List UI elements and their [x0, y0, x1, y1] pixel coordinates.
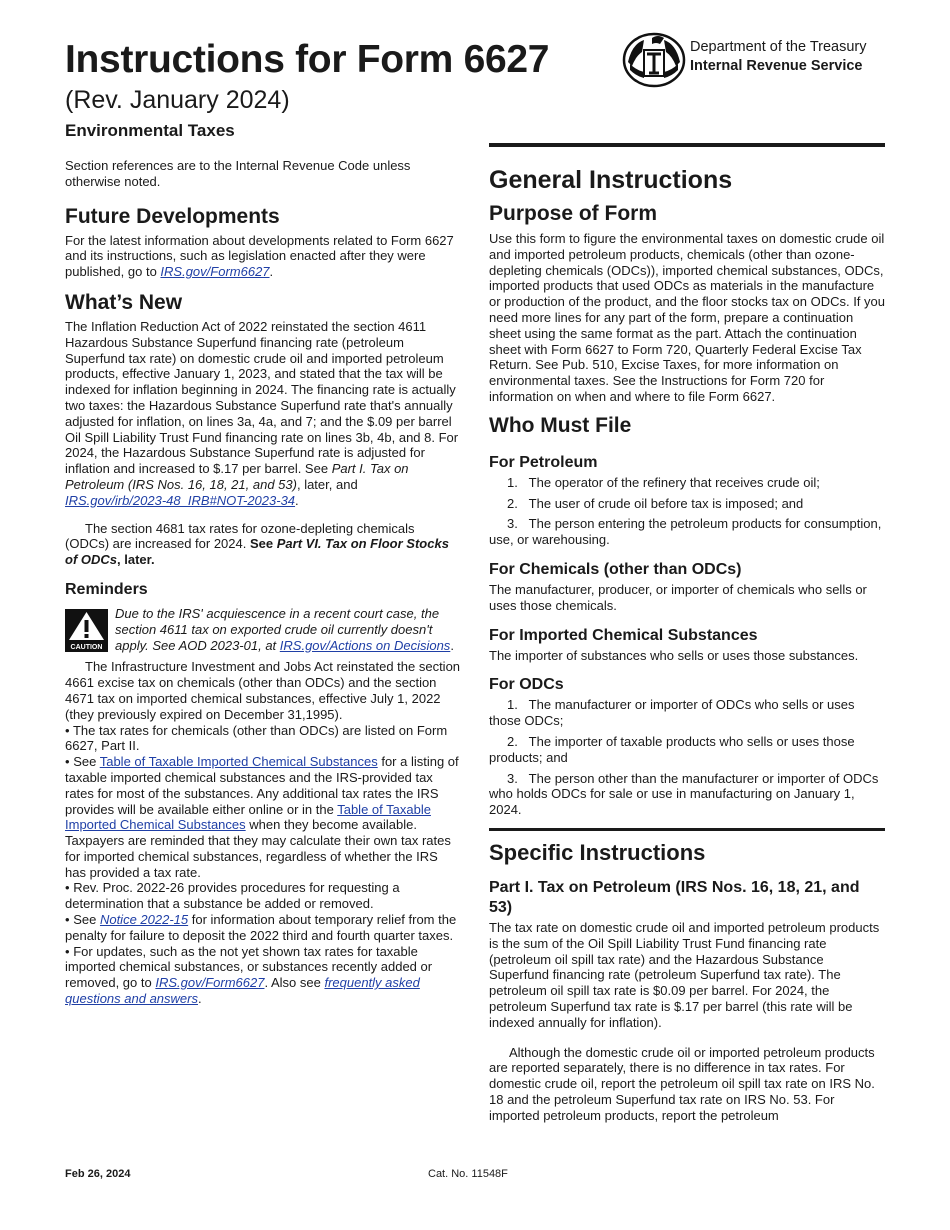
- part6-reference: Part VI. Tax on Floor Stocks of ODCs: [65, 536, 449, 568]
- specific-instructions-heading: Specific Instructions: [489, 839, 706, 865]
- odcs-list: [489, 697, 885, 818]
- part1-heading: Part I. Tax on Petroleum (IRS Nos. 16, 18, 21, and 53): [489, 878, 860, 916]
- purpose-heading: Purpose of Form: [489, 202, 658, 225]
- chemical-table-link-1[interactable]: Table of Taxable Imported Chemical Substances: [99, 754, 378, 770]
- whats-new-paragraph-2: The section 4681 tax rates for ozone-depleting chemicals (ODCs) are increased for 2024. See Part VI. Tax on Floor Stocks of ODCs, later.: [65, 520, 449, 568]
- form6627-link-2[interactable]: IRS.gov/Form6627: [155, 975, 265, 991]
- infrastructure-paragraph: The Infrastructure Investment and Jobs Act reinstated the section 4661 excise tax on chemicals (other than ODCs) and the section 4671 tax on imported chemical substances, effective July 1, 2022 (they previously expired on December 31,1995).: [65, 659, 461, 722]
- faq-link[interactable]: frequently asked questions and answers: [65, 975, 420, 1007]
- chemical-table-link-2[interactable]: Table of Taxable Imported Chemical Substances: [65, 801, 431, 833]
- left-column: [65, 158, 461, 1007]
- list-item: 2. The importer of taxable products who sells or uses those products; and: [489, 733, 855, 765]
- bullet-item: • See Notice 2022-15 for information about temporary relief from the penalty for failure to deposit the 2022 third and fourth quarter taxes.: [65, 912, 457, 943]
- imported-chemicals-text: The importer of substances who sells or uses those substances.: [489, 647, 859, 663]
- for-odcs-heading: For ODCs: [489, 676, 564, 694]
- list-item: 3. The person entering the petroleum products for consumption, use, or warehousing.: [489, 516, 882, 548]
- who-must-file-heading: Who Must File: [489, 413, 632, 437]
- reminders-heading: Reminders: [65, 580, 148, 598]
- for-petroleum-heading: For Petroleum: [489, 453, 598, 471]
- agency-department: Department of the Treasury: [690, 39, 867, 55]
- for-imported-chemicals-heading: For Imported Chemical Substances: [489, 626, 758, 644]
- bullet-item: • For updates, such as the not yet shown tax rates for taxable imported chemical substances, or substances recently added or removed, go to IRS.gov/Form6627. Also see frequently asked questions and answers.: [65, 943, 433, 1007]
- agency-irs: Internal Revenue Service: [690, 58, 863, 74]
- caution-icon: [65, 609, 108, 652]
- bullet-item: • See Table of Taxable Imported Chemical Substances for a listing of taxable imported chemical substances and the IRS-provided tax rates for most of the substances. Any additional tax rates the IRS provides will be available either online or in the Table of Taxable Imported Chemical Substances when they become available. Taxpayers are reminded that they may calculate their own tax rates for imported chemical substances, regardless of whether the IRS has provided a tax rate.: [65, 754, 459, 880]
- irb-notice-link[interactable]: IRS.gov/irb/2023-48_IRB#NOT-2023-34: [65, 492, 296, 508]
- intro-text: Section references are to the Internal Revenue Code unless otherwise noted.: [65, 158, 411, 189]
- form6627-link[interactable]: IRS.gov/Form6627: [160, 264, 270, 280]
- whats-new-paragraph-1: The Inflation Reduction Act of 2022 reinstated the section 4611 Hazardous Substance Superfund financing rate (petroleum Superfund tax rate) on domestic crude oil and imported petroleum products, effective January 1, 2023, and stated that the tax will be indexed for inflation beginning in 2024. The financing rate is actually two taxes: the Hazardous Substance Superfund rate that's annually adjusted for inflation, on lines 3a, 4a, and 7; and the $.09 per barrel Oil Spill Liability Trust Fund financing rate on lines 3b, 4b, and 8. For 2024, the Hazardous Substance Superfund rate is adjusted for inflation and increased to $.17 per barrel. See Part I. Tax on Petroleum (IRS Nos. 16, 18, 21, and 53), later, and IRS.gov/irb/2023-48_IRB#NOT-2023-34.: [65, 318, 459, 508]
- part1-paragraph-1: The tax rate on domestic crude oil and imported petroleum products is the sum of the Oil Spill Liability Trust Fund financing rate (petroleum oil spill tax rate) and the Hazardous Substance Superfund financing rate (petroleum Superfund tax rate). The petroleum oil spill tax rate is $0.09 per barrel. For 2024, the petroleum Superfund tax rate is $.17 per barrel (this rate will be indexed annually for inflation).: [489, 919, 880, 1030]
- bullet-item: • The tax rates for chemicals (other than ODCs) are listed on Form 6627, Part II.: [65, 722, 448, 754]
- whats-new-heading: What’s New: [65, 290, 183, 314]
- section-rule: [489, 828, 885, 831]
- purpose-text: Use this form to figure the environmental taxes on domestic crude oil and imported petroleum products, chemicals (other than ozone-depleting chemicals (ODCs)), imported chemical substances, ODCs, imported products that used ODCs as materials in the manufacture or production of the product, and the floor stocks tax on ODCs. If you need more lines for any part of the form, prepare a continuation sheet using the same format as the part. Attach the continuation sheet with Form 6627 to Form 720, Quarterly Federal Excise Tax Return. See Pub. 510, Excise Taxes, for more information on environmental taxes. See the Instructions for Form 720 for information on when and where to file Form 6627.: [489, 231, 885, 404]
- agency-block: [690, 38, 867, 76]
- petroleum-list: [489, 475, 885, 548]
- future-developments-heading: Future Developments: [65, 204, 280, 228]
- footer-catalog-number: Cat. No. 11548F: [428, 1168, 508, 1180]
- revision-date: (Rev. January 2024): [65, 86, 290, 114]
- chemicals-text: The manufacturer, producer, or importer of chemicals who sells or uses those chemicals.: [489, 581, 867, 613]
- footer-date: Feb 26, 2024: [65, 1168, 131, 1180]
- actions-on-decisions-link[interactable]: IRS.gov/Actions on Decisions: [279, 637, 451, 653]
- page-title: Instructions for Form 6627: [65, 38, 550, 81]
- page-subtitle: Environmental Taxes: [65, 121, 235, 140]
- list-item: 3. The person other than the manufacturer or importer of ODCs who holds ODCs for sale or use in manufacturing on January 1, 2024.: [489, 770, 879, 818]
- future-developments-text: For the latest information about developments related to Form 6627 and its instructions, such as legislation enacted after they were published, go to IRS.gov/Form6627.: [65, 232, 454, 280]
- list-item: 1. The operator of the refinery that receives crude oil;: [507, 474, 820, 490]
- irs-eagle-logo-icon: [622, 32, 686, 88]
- right-column: [489, 143, 885, 1123]
- part1-reference: Part I. Tax on Petroleum (IRS Nos. 16, 18, 21, and 53): [65, 461, 409, 492]
- caution-label: CAUTION: [70, 643, 103, 651]
- part1-paragraph-2: Although the domestic crude oil or imported petroleum products are reported separately, there is no difference in tax rates. For domestic crude oil, report the petroleum oil spill tax rate on IRS No. 18 and the petroleum Superfund tax rate on IRS No. 53. For imported petroleum products, report the petroleum: [489, 1044, 875, 1123]
- list-item: 2. The user of crude oil before tax is imposed; and: [507, 495, 804, 511]
- section-rule: [489, 143, 885, 147]
- for-chemicals-heading: For Chemicals (other than ODCs): [489, 560, 742, 578]
- list-item: 1. The manufacturer or importer of ODCs who sells or uses those ODCs;: [489, 697, 855, 729]
- general-instructions-heading: General Instructions: [489, 166, 733, 194]
- caution-note: CAUTION Due to the IRS' acquiescence in a recent court case, the section 4611 tax on exported crude oil currently doesn't apply. See AOD 2023-01, at IRS.gov/Actions on Decisions.: [65, 606, 461, 653]
- notice-2022-15-link[interactable]: Notice 2022-15: [99, 912, 189, 928]
- bullet-item: • Rev. Proc. 2022-26 provides procedures for requesting a determination that a substance be added or removed.: [65, 880, 400, 912]
